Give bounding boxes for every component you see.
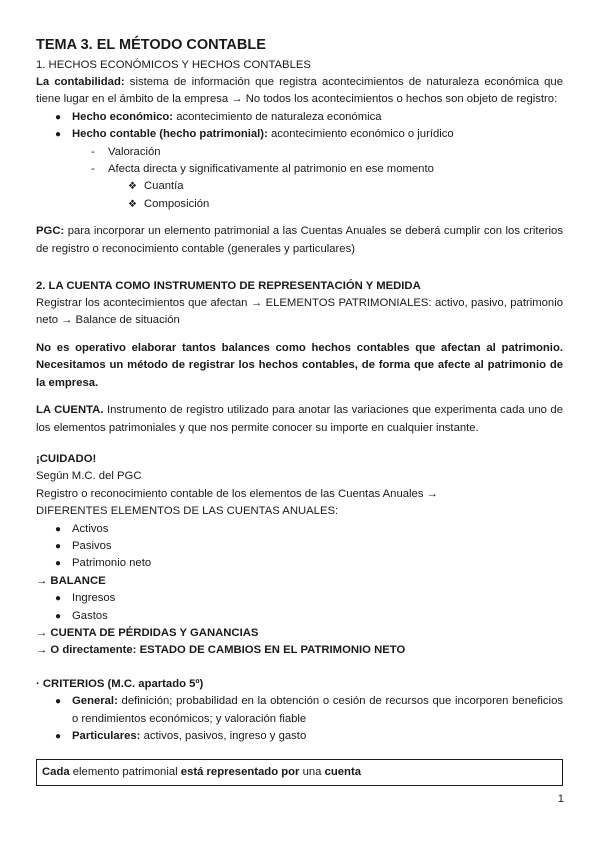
bullet-icon: ● (55, 111, 62, 123)
bullet-icon: ● (55, 523, 62, 535)
cuenta-text: Instrumento de registro utilizado para anotar las variaciones que experimenta cada uno de los elementos patrimoniales y que nos permite conocer su importe en cualquier instante. (36, 404, 563, 434)
directo-label (36, 642, 563, 659)
dash-icon: - (91, 145, 95, 158)
cuenta-paragraph (36, 402, 563, 437)
key-concept-box (36, 759, 563, 786)
criterios-heading (36, 676, 563, 693)
cuidado-line1: Según M.C. del PGC (36, 470, 142, 483)
bullet-icon: ● (55, 696, 62, 708)
list-item (36, 144, 563, 161)
section2-heading: 2. LA CUENTA COMO INSTRUMENTO DE REPRESENTACIÓN Y MEDIDA (36, 280, 421, 293)
bullet-icon: ● (55, 540, 62, 552)
cuidado-line2: Registro o reconocimiento contable de los elementos de las Cuentas Anuales → (36, 487, 438, 500)
directo-label-text: → O directamente: ESTADO DE CAMBIOS EN EL PATRIMONIO NETO (36, 644, 406, 657)
list-item (36, 693, 563, 728)
pyg-items-list (36, 590, 563, 625)
box-text-1: Cada (42, 766, 70, 779)
box-text-5: cuenta (324, 766, 361, 779)
list-item (36, 728, 563, 745)
list-item (36, 590, 563, 607)
diamond-bullet-icon: ❖ (128, 198, 137, 210)
balance-label (36, 573, 563, 590)
afecta-list (36, 178, 563, 213)
hecho-economico-text: acontecimiento de naturaleza económica (173, 110, 382, 123)
list-item (36, 521, 563, 538)
registrar-paragraph: Registrar los acontecimientos que afectan → ELEMENTOS PATRIMONIALES: activo, pasivo, patrimonio neto → Balance de situación (36, 297, 563, 327)
pgc-paragraph (36, 223, 563, 258)
list-item (36, 109, 563, 126)
contabilidad-paragraph (36, 74, 563, 109)
bullet-icon: ● (55, 731, 62, 742)
bullet-icon: ● (55, 610, 62, 622)
balance-item-text: Pasivos (72, 539, 112, 552)
list-item (36, 555, 563, 572)
diamond-item-text: Cuantía (144, 180, 184, 193)
box-text-4: una (299, 766, 325, 779)
pgc-text: para incorporar un elemento patrimonial a las Cuentas Anuales se deberá cumplir con los criterios de registro o reconocimiento contable (generales y particulares) (36, 225, 563, 255)
dash-item-text: Valoración (108, 145, 161, 158)
dash-icon: - (91, 163, 95, 176)
cuidado-heading-text: ¡CUIDADO! (36, 452, 97, 465)
list-item (36, 178, 563, 195)
pgc-label: PGC: (36, 225, 65, 238)
pyg-item-text: Ingresos (72, 592, 116, 605)
hecho-contable-label: Hecho contable (hecho patrimonial): (72, 128, 268, 141)
cuidado-heading (36, 451, 563, 468)
criterios-heading-text: · CRITERIOS (M.C. apartado 5º) (36, 677, 204, 690)
balance-items-list (36, 521, 563, 573)
list-item (36, 126, 563, 143)
list-item (36, 608, 563, 625)
operativo-text: No es operativo elaborar tantos balances como hechos contables que afectan al patrimonio. Necesitamos un método de registrar los hechos contables, de forma que afecte al patrimonio de la empresa. (36, 341, 563, 389)
hecho-contable-text: acontecimiento económico o jurídico (267, 128, 454, 141)
criterio-particulares-label: Particulares: (72, 730, 141, 742)
cuidado-line3: DIFERENTES ELEMENTOS DE LAS CUENTAS ANUALES: (36, 505, 339, 518)
diamond-bullet-icon: ❖ (128, 181, 137, 193)
balance-label-text: → BALANCE (36, 574, 106, 587)
criterio-general-label: General: (72, 695, 118, 708)
criterio-particulares-text: activos, pasivos, ingreso y gasto (140, 730, 307, 742)
pyg-label (36, 625, 563, 642)
bullet-icon: ● (55, 558, 62, 570)
document-title: TEMA 3. EL MÉTODO CONTABLE (36, 37, 266, 53)
contabilidad-label: La contabilidad: (36, 76, 125, 88)
hechos-list (36, 109, 563, 144)
requisitos-list (36, 144, 563, 179)
box-text-2: elemento patrimonial (69, 766, 181, 779)
balance-item-text: Activos (72, 522, 109, 535)
diamond-item-text: Composición (144, 197, 210, 210)
document-page (36, 36, 563, 786)
page-number: 1 (557, 793, 564, 805)
dash-item-text: Afecta directa y significativamente al patrimonio en ese momento (108, 163, 434, 176)
hecho-economico-label: Hecho económico: (72, 110, 174, 123)
list-item (36, 161, 563, 178)
bullet-icon: ● (55, 593, 62, 605)
box-text-3: está representado por (180, 766, 300, 779)
operativo-paragraph (36, 340, 563, 392)
bullet-icon: ● (55, 129, 62, 141)
pyg-label-text: → CUENTA DE PÉRDIDAS Y GANANCIAS (36, 626, 259, 639)
list-item (36, 538, 563, 555)
section1-heading: 1. HECHOS ECONÓMICOS Y HECHOS CONTABLES (36, 59, 311, 71)
balance-item-text: Patrimonio neto (72, 557, 152, 570)
criterios-list (36, 693, 563, 745)
contabilidad-text: sistema de información que registra acontecimientos de naturaleza económica que tiene lugar en el ámbito de la empresa → No todos los acontecimientos o hechos son objeto de registro: (36, 76, 563, 106)
list-item (36, 196, 563, 213)
cuenta-label: LA CUENTA. (36, 404, 104, 417)
pyg-item-text: Gastos (72, 609, 108, 622)
criterio-general-text: definición; probabilidad en la obtención o cesión de recursos que incorporen beneficios o rendimientos económicos; y valoración fiable (72, 695, 563, 725)
